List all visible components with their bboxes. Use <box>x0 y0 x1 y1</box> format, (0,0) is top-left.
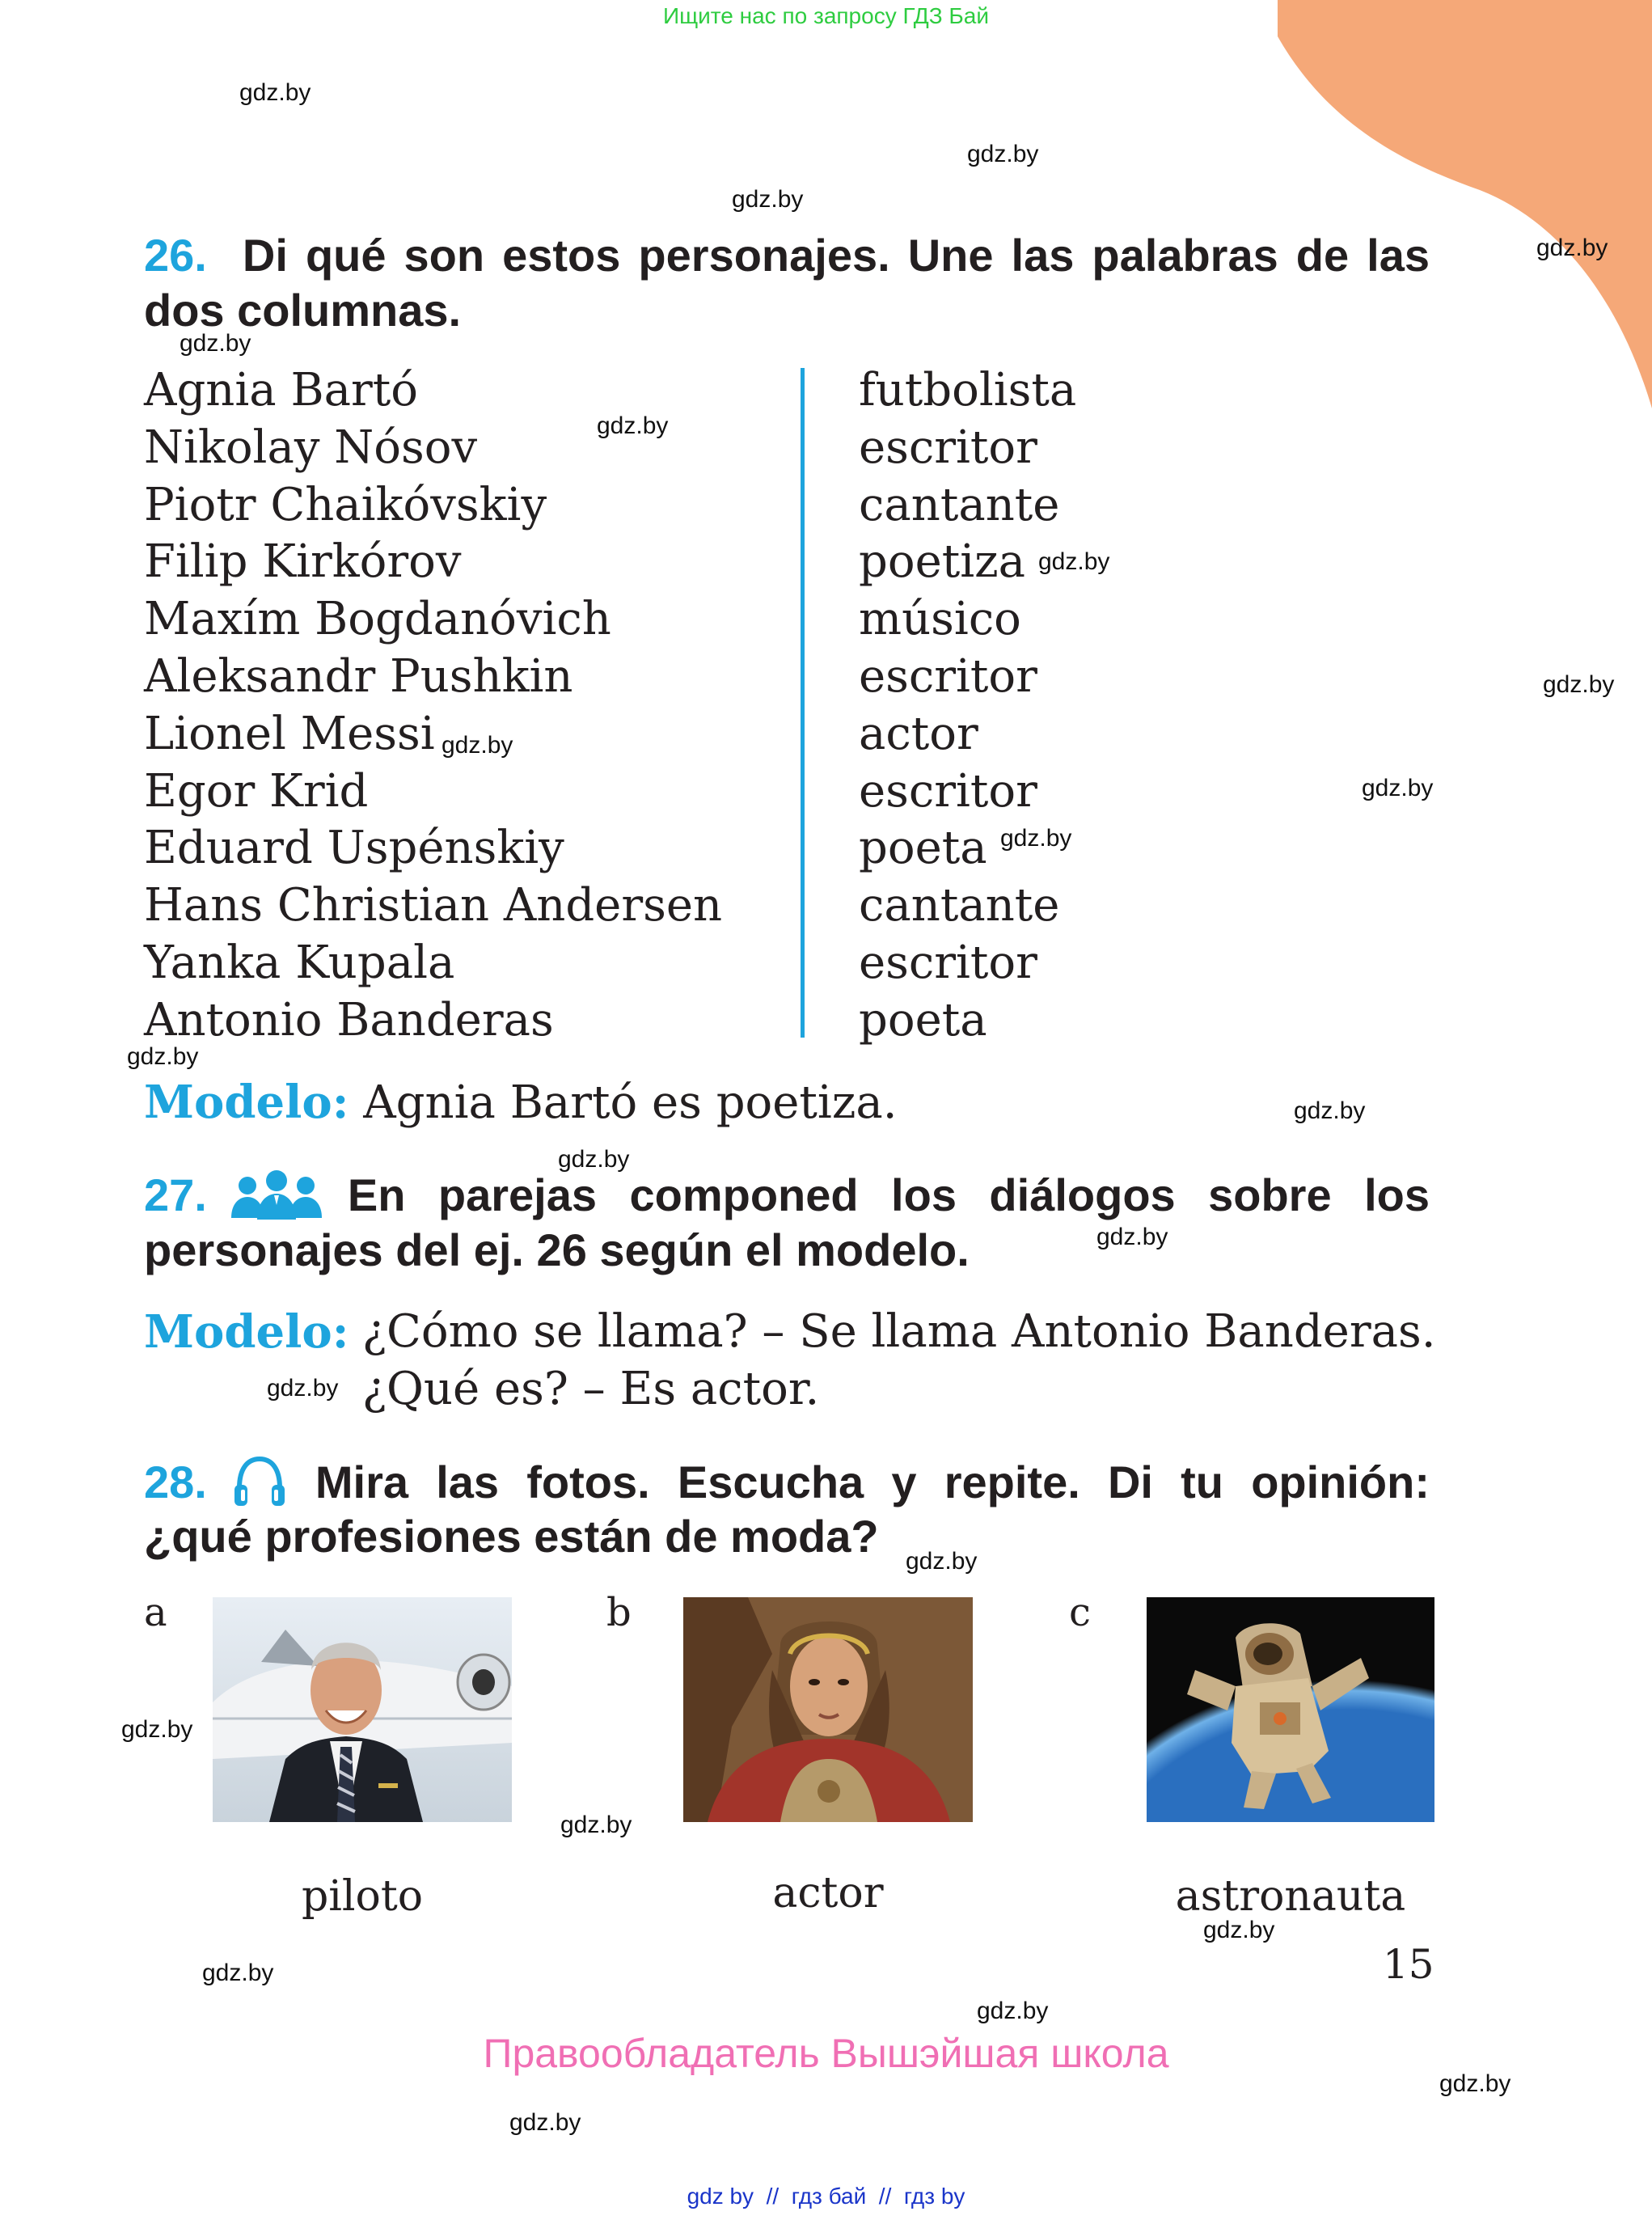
watermark: gdz.by <box>1536 235 1608 261</box>
photo-caption: actor <box>772 1869 884 1917</box>
list-item: escritor <box>859 421 1037 474</box>
watermark: gdz.by <box>1439 2070 1511 2097</box>
professions-column <box>859 362 1076 1050</box>
watermark: gdz.by <box>560 1812 632 1838</box>
watermark: gdz.by <box>1294 1097 1366 1124</box>
watermark: gdz.by <box>1000 825 1072 852</box>
list-item: escritor <box>859 936 1037 989</box>
exercise-27-model <box>144 1304 1436 1419</box>
names-column <box>144 362 722 1050</box>
list-item: Lionel Messi <box>144 707 435 760</box>
bottom-links[interactable]: gdz by // гдз бай // гдз by <box>687 2184 965 2209</box>
list-item: poetiza <box>859 535 1026 589</box>
list-item: escritor <box>859 649 1037 703</box>
exercise-28-line1: 28. Mira las fotos. Escucha y repite. Di tu opinión: <box>144 1454 1430 1511</box>
pilot-photo <box>213 1597 512 1822</box>
model-line: ¿Qué es? – Es actor. <box>362 1362 820 1415</box>
exercise-26-line2: dos columnas. <box>144 285 462 336</box>
copyright-footer: Правообладатель Вышэйшая школа <box>483 2031 1169 2076</box>
astronaut-photo <box>1147 1597 1434 1822</box>
model-text: Agnia Bartó es poetiza. <box>363 1076 898 1129</box>
watermark: gdz.by <box>180 330 251 357</box>
watermark: gdz.by <box>267 1375 339 1402</box>
exercise-number: 27. <box>144 1169 207 1220</box>
watermark: gdz.by <box>1096 1224 1168 1250</box>
exercise-28-line2: ¿qué profesiones están de moda? <box>144 1511 879 1562</box>
watermark: gdz.by <box>1203 1917 1275 1943</box>
watermark: gdz.by <box>1362 775 1434 801</box>
model-label: Modelo: <box>144 1305 349 1359</box>
list-item: Piotr Chaikóvskiy <box>144 478 547 531</box>
page-number: 15 <box>1383 1941 1434 1988</box>
model-label: Modelo: <box>144 1076 349 1129</box>
exercise-26-model <box>144 1074 898 1132</box>
orange-corner-decoration <box>1278 0 1652 421</box>
list-item: cantante <box>859 478 1060 531</box>
watermark: gdz.by <box>509 2109 581 2136</box>
pair-work-people-icon <box>230 1169 323 1221</box>
photo-letter: b <box>606 1590 632 1635</box>
watermark: gdz.by <box>732 186 804 213</box>
watermark: gdz.by <box>1038 548 1110 575</box>
list-item: Agnia Bartó <box>144 364 418 416</box>
exercise-number: 28. <box>144 1457 207 1507</box>
exercise-26-line1: 26. Di qué son estos personajes. Une las palabras de las <box>144 230 1430 281</box>
list-item: Maxím Bogdanóvich <box>144 593 611 646</box>
list-item: Filip Kirkórov <box>144 535 462 589</box>
list-item: Nikolay Nósov <box>144 421 478 474</box>
list-item: Aleksandr Pushkin <box>144 649 573 703</box>
photo-caption: piloto <box>301 1872 424 1921</box>
watermark: gdz.by <box>558 1146 630 1173</box>
list-item: actor <box>859 707 978 760</box>
watermark: gdz.by <box>1543 671 1615 698</box>
watermark: gdz.by <box>239 79 311 106</box>
list-item: Hans Christian Andersen <box>144 879 723 932</box>
model-line: ¿Cómo se llama? – Se llama Antonio Banderas. <box>362 1305 1436 1358</box>
list-item: futbolista <box>859 364 1077 416</box>
watermark: gdz.by <box>967 141 1039 167</box>
list-item: escritor <box>859 764 1037 818</box>
photo-caption: astronauta <box>1175 1872 1406 1921</box>
list-item: Egor Krid <box>144 764 369 818</box>
watermark: gdz.by <box>977 1998 1049 2024</box>
column-divider <box>801 368 805 1038</box>
watermark: gdz.by <box>906 1548 978 1575</box>
list-item: Eduard Uspénskiy <box>144 822 564 875</box>
actor-photo <box>683 1597 973 1822</box>
top-search-note[interactable]: Ищите нас по запросу ГДЗ Бай <box>662 3 990 28</box>
watermark: gdz.by <box>202 1960 274 1986</box>
list-item: cantante <box>859 879 1060 932</box>
photo-letter: c <box>1069 1590 1091 1635</box>
photo-letter: a <box>144 1590 167 1635</box>
watermark: gdz.by <box>121 1716 193 1743</box>
list-item: Antonio Banderas <box>144 993 554 1046</box>
watermark: gdz.by <box>127 1043 199 1070</box>
list-item: poeta <box>859 993 987 1046</box>
headphones-icon <box>231 1454 288 1511</box>
list-item: Yanka Kupala <box>144 936 455 989</box>
exercise-27-line1: 27. En parejas componed los diálogos sobre los <box>144 1168 1430 1223</box>
list-item: poeta <box>859 822 987 875</box>
list-item: músico <box>859 593 1021 646</box>
watermark: gdz.by <box>597 412 669 439</box>
watermark: gdz.by <box>442 732 513 759</box>
exercise-27-line2: personajes del ej. 26 según el modelo. <box>144 1224 970 1275</box>
